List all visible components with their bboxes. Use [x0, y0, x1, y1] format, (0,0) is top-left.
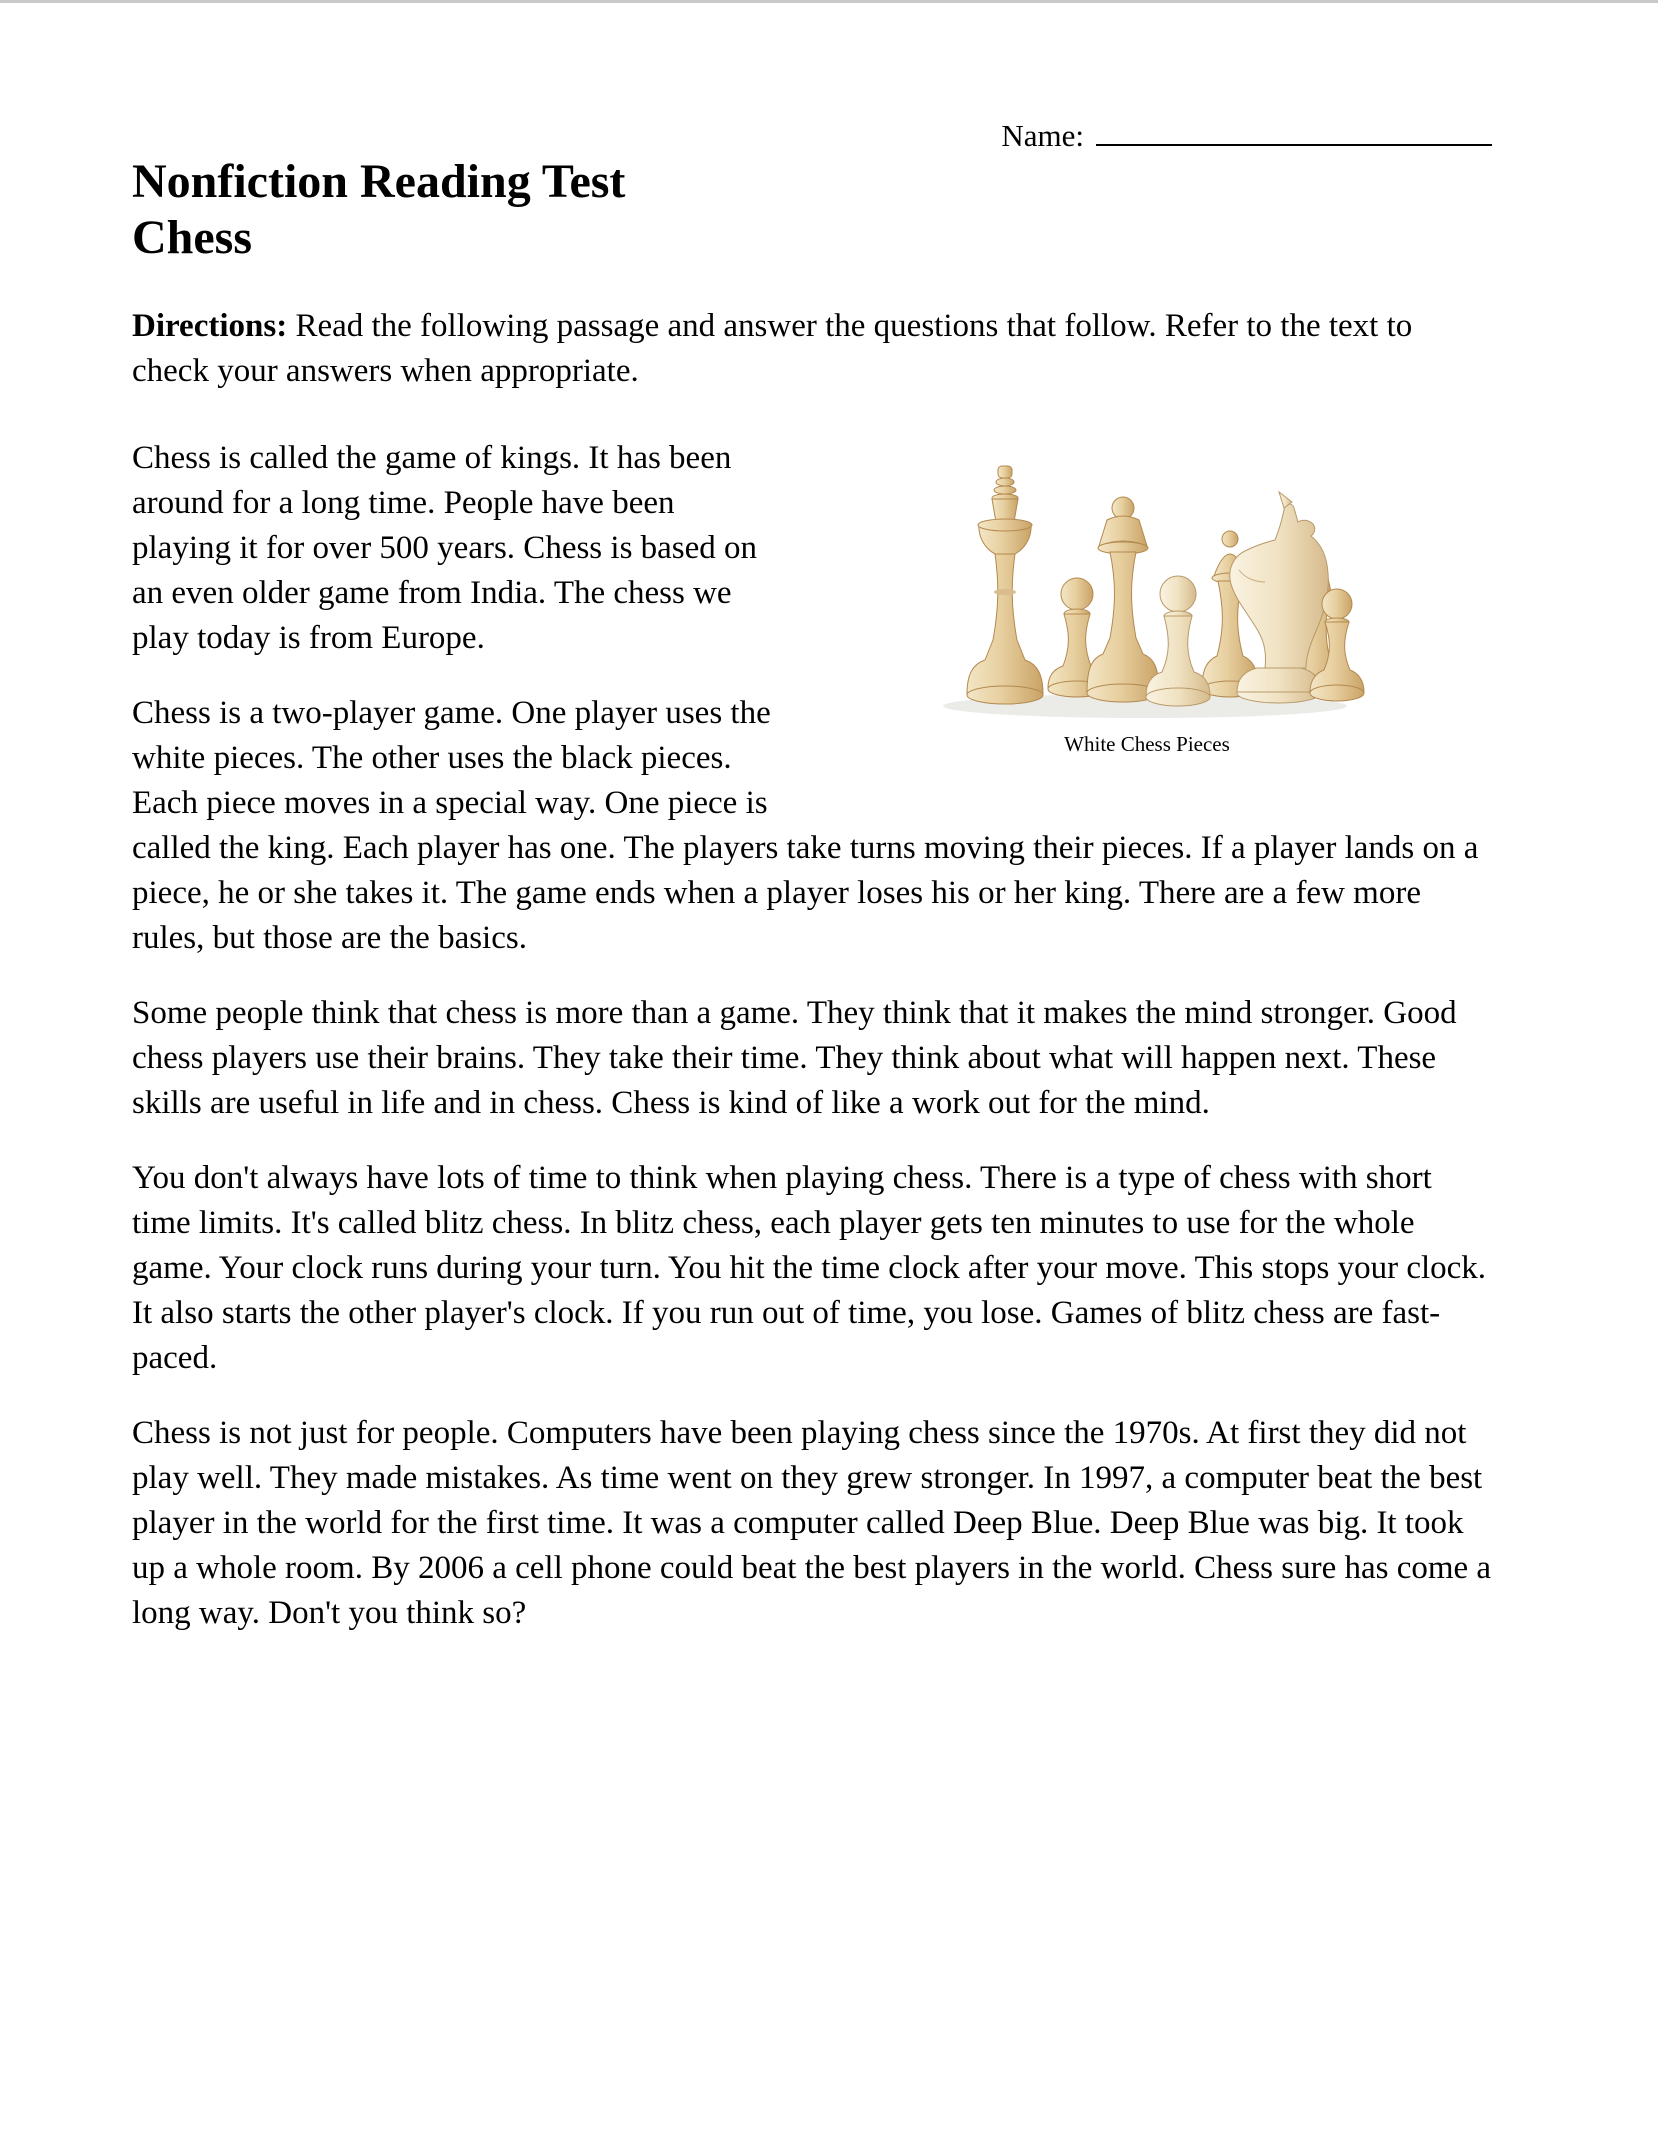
- directions: [132, 304, 1492, 394]
- paragraph-3: Some people think that chess is more than a game. They think that it makes the mind stronger. Good chess players use their brains. They take their time. They think about what will happen next. These skills are useful in life and in chess. Chess is kind of like a work out for the mind.: [132, 995, 1457, 1121]
- paragraph-5: Chess is not just for people. Computers have been playing chess since the 1970s. At first they did not play well. They made mistakes. As time went on they grew stronger. In 1997, a computer beat the best player in the world for the first time. It was a computer called Deep Blue. Deep Blue was big. It took up a whole room. By 2006 a cell phone could beat the best players in the world. Chess sure has come a long way. Don't you think so?: [132, 1415, 1492, 1631]
- passage: [132, 436, 1492, 1636]
- chess-photo-figure: [802, 442, 1492, 759]
- name-row: [132, 118, 1492, 154]
- paragraph-4: You don't always have lots of time to think when playing chess. There is a type of chess with short time limits. It's called blitz chess. In blitz chess, each player gets ten minutes to use for the whole game. Your clock runs during your turn. You hit the time clock after your move. This stops your clock. It also starts the other player's clock. If you run out of time, you lose. Games of blitz chess are fast-paced.: [132, 1160, 1487, 1376]
- queen-piece: [1087, 497, 1159, 702]
- pawn-piece-front: [1146, 576, 1210, 706]
- paragraph-2: Chess is a two-player game. One player uses the white pieces. The other uses the black pieces. Each piece moves in a special way. One piece is called the king. Each player has one. The players take turns moving their pieces. If a player lands on a piece, he or she takes it. The game ends when a player loses his or her king. There are a few more rules, but those are the basics.: [132, 695, 1479, 956]
- name-label: Name:: [1001, 118, 1084, 153]
- chess-pieces-illustration: [927, 442, 1367, 727]
- photo-caption: White Chess Pieces: [1064, 732, 1230, 756]
- directions-label: Directions:: [132, 308, 288, 344]
- directions-text: Read the following passage and answer the questions that follow. Refer to the text to check your answers when appropriate.: [132, 308, 1413, 389]
- title-line-2: Chess: [132, 211, 253, 264]
- king-piece: [967, 466, 1043, 704]
- name-blank-line[interactable]: [1096, 118, 1492, 146]
- worksheet-title: [132, 154, 1492, 266]
- chess-pieces-photo: [802, 442, 1492, 727]
- paragraph-1: Chess is called the game of kings. It has been around for a long time. People have been playing it for over 500 years. Chess is based on an even older game from India. The chess we play today is from Europe.: [132, 440, 758, 656]
- title-line-1: Nonfiction Reading Test: [132, 155, 626, 208]
